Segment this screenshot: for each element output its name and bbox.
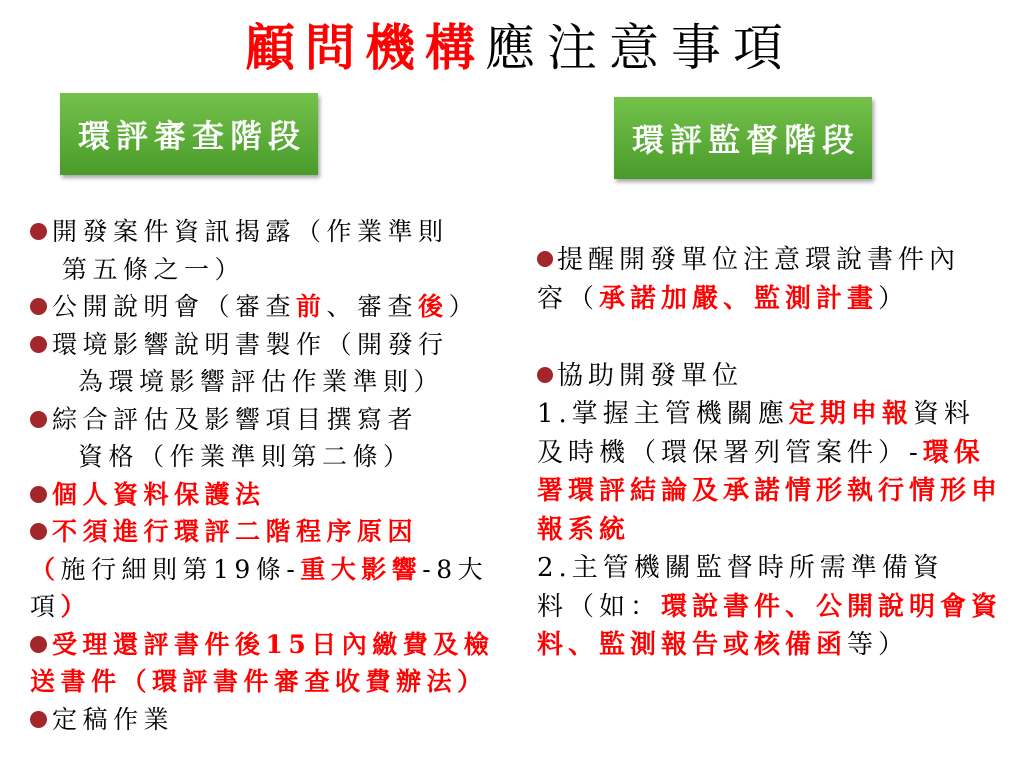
list-line	[30, 326, 494, 364]
bullet-icon	[30, 411, 47, 428]
text-run: 提醒開發單位注意環說書件內	[557, 245, 961, 275]
emphasis-run: 不須進行環評二階程序原因	[52, 517, 419, 546]
list-line	[537, 280, 1002, 319]
list-line	[537, 626, 1002, 665]
list-line	[537, 588, 1002, 627]
emphasis-run: 送書件（環評書件審查收費辦法）	[30, 667, 488, 696]
list-line	[30, 476, 494, 514]
text-run: 2.主管機關監督時所需準備資	[537, 553, 944, 583]
list-item	[30, 326, 494, 401]
bullet-icon	[30, 636, 47, 653]
list-item	[30, 513, 494, 626]
list-item	[30, 213, 494, 288]
text-run: 容（	[537, 283, 600, 314]
list-line	[30, 288, 494, 326]
list-line	[30, 438, 494, 476]
text-run: -8大	[422, 554, 489, 584]
emphasis-run: 受理還評書件後15日內繳費及檢	[52, 629, 495, 659]
title-rest: 應注意事項	[485, 19, 795, 77]
list-item	[537, 241, 1002, 318]
list-line	[537, 472, 1002, 511]
emphasis-run: 個人資料保護法	[52, 479, 266, 509]
text-run: 1.掌握主管機關應	[537, 399, 789, 429]
bullet-icon	[30, 711, 47, 728]
text-run: 定稿作業	[52, 704, 175, 734]
list-line	[537, 357, 1002, 396]
list-item	[30, 626, 494, 701]
list-line	[30, 551, 494, 589]
title-highlight: 顧問機構	[245, 18, 485, 77]
emphasis-run: 後	[418, 292, 449, 321]
emphasis-run: ）	[60, 592, 92, 621]
emphasis-run: 環說書件、公開說明會資	[661, 591, 1003, 622]
text-run: 料（如：	[537, 591, 662, 622]
list-line	[537, 511, 1002, 550]
list-line	[537, 434, 1002, 473]
emphasis-run: 報系統	[537, 514, 631, 545]
text-run: 項	[30, 592, 61, 621]
text-run: 、審查	[326, 292, 419, 321]
review-stage-list	[30, 213, 494, 738]
review-stage-heading: 環評審查階段	[77, 117, 306, 155]
list-item	[537, 357, 1002, 396]
emphasis-run: 前	[296, 292, 327, 321]
text-run: 第五條之一）	[62, 254, 246, 284]
bullet-icon	[30, 523, 47, 540]
bullet-icon	[30, 298, 47, 315]
list-item	[30, 401, 494, 476]
emphasis-run: 重大影響	[300, 554, 423, 584]
text-run: 及時機（環保署列管案件）-	[537, 437, 923, 468]
text-run: 等）	[847, 630, 910, 660]
list-line	[30, 251, 494, 289]
list-line	[30, 213, 494, 251]
text-run: ）	[448, 292, 480, 321]
text-run: 開發案件資訊揭露（作業準則	[52, 217, 449, 246]
text-run: 資料	[912, 399, 975, 429]
text-run: ）	[878, 283, 910, 314]
text-run: 綜合評估及影響項目撰寫者	[52, 404, 419, 434]
bullet-icon	[30, 336, 47, 353]
list-item	[30, 476, 494, 514]
list-item	[30, 701, 494, 739]
supervision-stage-list	[537, 241, 1002, 665]
list-line	[30, 363, 494, 401]
numbered-item	[537, 395, 1002, 549]
emphasis-run: 署環評結論及承諾情形執行情形申	[537, 476, 1003, 506]
list-line	[30, 588, 494, 626]
list-line	[537, 241, 1002, 280]
supervision-stage-heading: 環評監督階段	[631, 121, 860, 159]
bullet-icon	[537, 251, 553, 267]
list-line	[30, 401, 494, 439]
list-line	[537, 395, 1002, 434]
text-run: 協助開發單位	[557, 360, 744, 391]
bullet-icon	[537, 367, 553, 383]
emphasis-run: 承諾加嚴、監測計畫	[599, 283, 879, 314]
slide-title	[245, 18, 795, 78]
text-run: 環境影響說明書製作（開發行	[52, 329, 449, 359]
supervision-stage-box	[614, 97, 872, 179]
bullet-icon	[30, 223, 47, 240]
emphasis-run: 定期申報	[788, 399, 913, 429]
list-line	[30, 513, 494, 551]
text-run: 公開說明會（審查	[52, 292, 297, 321]
list-line	[30, 701, 494, 739]
text-run: 為環境影響評估作業準則）	[78, 367, 445, 396]
text-run: 施行細則第19條-	[60, 554, 301, 584]
list-item	[30, 288, 494, 326]
bullet-icon	[30, 486, 47, 503]
numbered-item	[537, 549, 1002, 665]
list-line	[30, 663, 494, 701]
emphasis-run: 料、監測報告或核備函	[537, 630, 848, 660]
list-line	[537, 549, 1002, 588]
review-stage-box	[60, 93, 318, 175]
list-line	[30, 626, 494, 664]
emphasis-run: 環保	[922, 437, 985, 468]
emphasis-run: （	[30, 554, 61, 584]
text-run: 資格（作業準則第二條）	[78, 442, 414, 471]
